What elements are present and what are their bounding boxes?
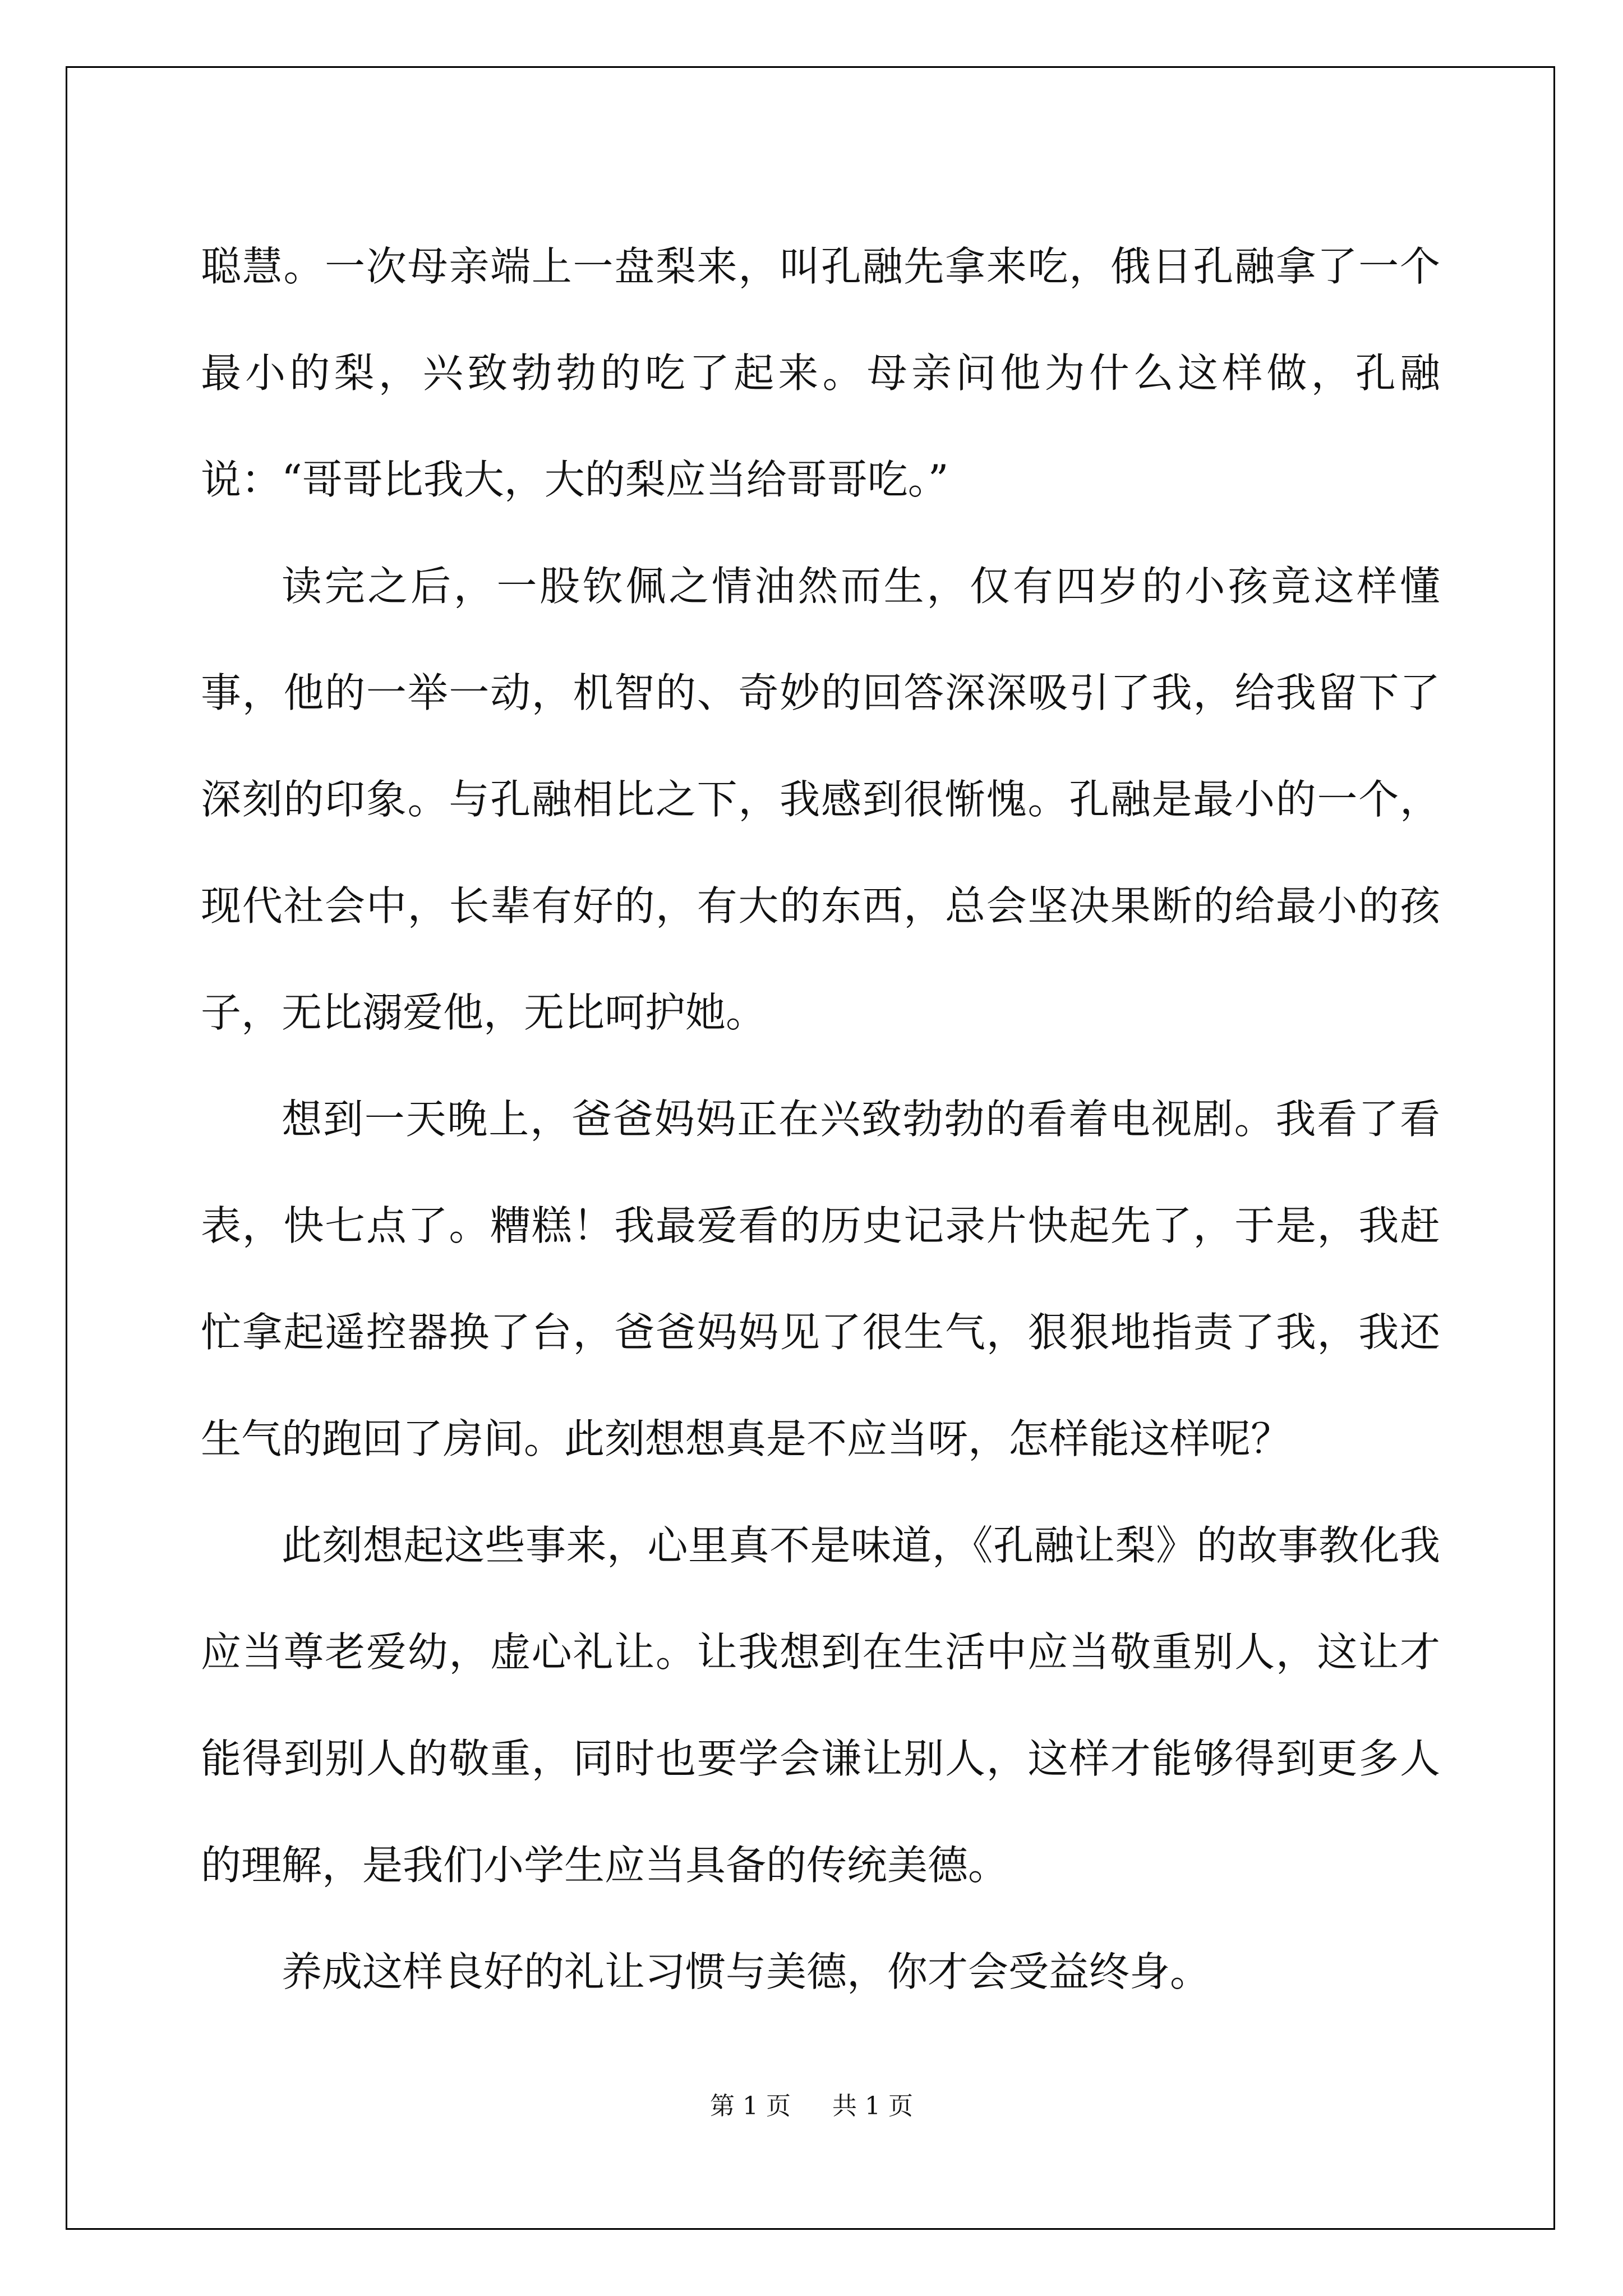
page-footer	[0, 2086, 1623, 2122]
paragraph: 想到一天晚上，爸爸妈妈正在兴致勃勃的看着电视剧。我看了看表，快七点了。糟糕！我最爱看的历史记录片快起先了，于是，我赶忙拿起遥控器换了台，爸爸妈妈见了很生气，狠狠地指责了我，我还生气的跑回了房间。此刻想想真是不应当呀，怎样能这样呢？	[201, 1096, 1440, 1462]
page-number-current: 第 1 页	[710, 2092, 791, 2120]
paragraph: 读完之后，一股钦佩之情油然而生，仅有四岁的小孩竟这样懂事，他的一举一动，机智的、奇妙的回答深深吸引了我，给我留下了深刻的印象。与孔融相比之下，我感到很惭愧。孔融是最小的一个，现代社会中，长辈有好的，有大的东西，总会坚决果断的给最小的孩子，无比溺爱他，无比呵护她。	[201, 563, 1440, 1036]
page-number-total: 共 1 页	[832, 2092, 913, 2120]
paragraph: 此刻想起这些事来，心里真不是味道，《孔融让梨》的故事教化我应当尊老爱幼，虚心礼让。让我想到在生活中应当敬重别人，这让才能得到别人的敬重，同时也要学会谦让别人，这样才能够得到更多人的理解，是我们小学生应当具备的传统美德。	[201, 1522, 1440, 1889]
document-body	[201, 213, 1440, 2025]
paragraph-continuation: 聪慧。一次母亲端上一盘梨来，叫孔融先拿来吃，俄日孔融拿了一个最小的梨，兴致勃勃的吃了起来。母亲问他为什么这样做，孔融说：“哥哥比我大，大的梨应当给哥哥吃。”	[201, 243, 1440, 503]
paragraph: 养成这样良好的礼让习惯与美德，你才会受益终身。	[282, 1948, 1211, 1995]
